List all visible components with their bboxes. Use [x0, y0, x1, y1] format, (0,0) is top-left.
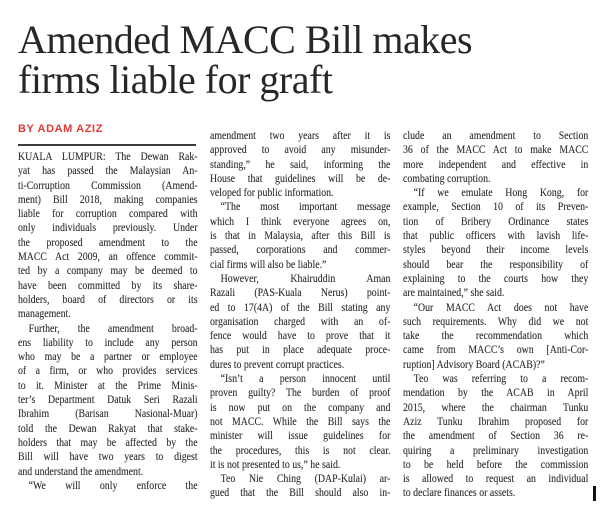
article-line: KUALA LUMPUR: The Dewan Rak- — [18, 149, 198, 163]
article-line: liable for corruption compared with — [18, 206, 198, 221]
article-line: came from MACC’s own [Anti-Cor- — [403, 342, 589, 357]
article-line: House that guidelines will be de- — [210, 170, 391, 185]
article-line: Ibrahim (Barisan Nasional-Muar) — [18, 406, 198, 421]
article-line: cial firms will also be liable.” — [210, 256, 327, 271]
article-line: example, Section 10 of its Preven- — [403, 199, 589, 214]
article-line: ruption] Advisory Board (ACAB)?” — [403, 356, 545, 371]
article-line: clude an amendment to Section — [403, 128, 589, 142]
article-line: holders, board of directors or its — [18, 291, 198, 306]
article-line: ti-Corruption Commission (Amend- — [18, 177, 198, 192]
article-line: of a firm, or who provides services — [18, 363, 198, 378]
article-line: organisation charged with an of- — [210, 313, 391, 328]
article-line: MACC Act 2009, an offence commit- — [18, 249, 198, 264]
article-line: “If we emulate Hong Kong, for — [413, 185, 589, 200]
article-line: that public officers with lavish life- — [403, 228, 589, 243]
article-line: gued that the Bill should also in- — [210, 485, 391, 500]
article-line: ter’s Department Datuk Seri Razali — [18, 392, 198, 407]
article-line: ted by a company may be deemed to — [18, 263, 198, 278]
article-line: to declare finances or assets. — [403, 485, 516, 500]
article-line: have been committed by its share- — [18, 277, 198, 292]
article-line: it is not presented to us,” he said. — [210, 456, 341, 471]
article-line: yat has passed the Malaysian An- — [18, 163, 198, 178]
article-line: 36 of the MACC Act to make MACC — [403, 142, 589, 157]
article-line: “The most important message — [220, 199, 391, 214]
article-line: mendation by the ACAB in April — [403, 385, 589, 400]
article-line: Razali (PAS-Kuala Nerus) point- — [210, 285, 391, 300]
byline-rule — [18, 119, 196, 146]
article-line: ens liability to include any person — [18, 334, 198, 349]
article-line: proven guilty? The burden of proof — [210, 385, 391, 400]
article-line: is allowed to request an individual — [403, 471, 589, 486]
article-line: “Isn’t a person innocent until — [220, 371, 391, 386]
article-line: the procedures, this is not clear. — [210, 442, 391, 457]
article-line: told the Dewan Rakyat that stake- — [18, 420, 198, 435]
headline-line-1: Amended MACC Bill makes — [18, 17, 473, 62]
article-line: Aziz Tunku Ibrahim proposed for — [403, 413, 589, 428]
article-line: fence would have to prove that it — [210, 328, 391, 343]
article-column-1 — [18, 149, 198, 492]
article-line: combating corruption. — [403, 170, 491, 185]
headline-line-2: firms liable for graft — [18, 57, 333, 102]
byline: BY ADAM AZIZ — [18, 123, 104, 135]
article-line: to it. Minister at the Prime Minis- — [18, 377, 198, 392]
article-line: management. — [18, 306, 71, 321]
article-line: standing,” he said, informing the — [210, 156, 391, 171]
article-line: and understand the amendment. — [18, 463, 144, 478]
article-line: to be held before the commission — [403, 456, 589, 471]
article-line: not MACC. While the Bill says the — [210, 413, 391, 428]
article-column-2 — [210, 128, 390, 500]
article-line: “Our MACC Act does not have — [413, 299, 589, 314]
article-line: ed to 17(4A) of the Bill stating any — [210, 299, 391, 314]
article-line: who may be a partner or employee — [18, 349, 198, 364]
article-line: holders that may be affected by the — [18, 434, 198, 449]
article-line: is now put on the company and — [210, 399, 391, 414]
article-line: 2015, where the chairman Tunku — [403, 399, 589, 414]
article-line: Teo Nie Ching (DAP-Kulai) ar- — [220, 471, 391, 486]
article-line: only individuals previously. Under — [18, 220, 198, 235]
article-line: However, Khairuddin Aman — [220, 270, 391, 285]
article-line: are maintained,” she said. — [403, 285, 505, 300]
article-line: Bill will have two years to digest — [18, 449, 198, 464]
article-line: approved to avoid any misunder- — [210, 142, 391, 157]
article-line: which I think everyone agrees on, — [210, 213, 391, 228]
article-line: the proposed amendment to the — [18, 234, 198, 249]
article-line: amendment two years after it is — [210, 128, 391, 142]
article-line: such requirements. Why did we not — [403, 313, 589, 328]
article-line: the amendment of Section 36 re- — [403, 428, 589, 443]
article-line: explaining to the courts how they — [403, 270, 589, 285]
article-line: take the recommendation which — [403, 328, 589, 343]
article-line: passed, corporations and commer- — [210, 242, 391, 257]
article-line: styles beyond their income levels — [403, 242, 589, 257]
article-line: more independent and effective in — [403, 156, 589, 171]
article-column-3 — [403, 128, 588, 500]
article-line: Further, the amendment broad- — [28, 320, 198, 335]
article-line: Teo was referring to a recom- — [413, 371, 589, 386]
article-line: ment) Bill 2018, making companies — [18, 191, 198, 206]
article-line: is that in Malaysia, after this Bill is — [210, 228, 391, 243]
article-line: has put in place adequate proce- — [210, 342, 391, 357]
article-line: “We will only enforce the — [28, 477, 198, 492]
article-line: minister will issue guidelines for — [210, 428, 391, 443]
article-line: dures to prevent corrupt practices. — [210, 356, 345, 371]
article-line: should bear the responsibility of — [403, 256, 589, 271]
article-line: tion of Bribery Ordinance states — [403, 213, 589, 228]
article-line: quiring a preliminary investigation — [403, 442, 589, 457]
end-of-article-marker — [593, 486, 596, 501]
article-headline — [18, 17, 578, 102]
article-line: veloped for public information. — [210, 185, 334, 200]
